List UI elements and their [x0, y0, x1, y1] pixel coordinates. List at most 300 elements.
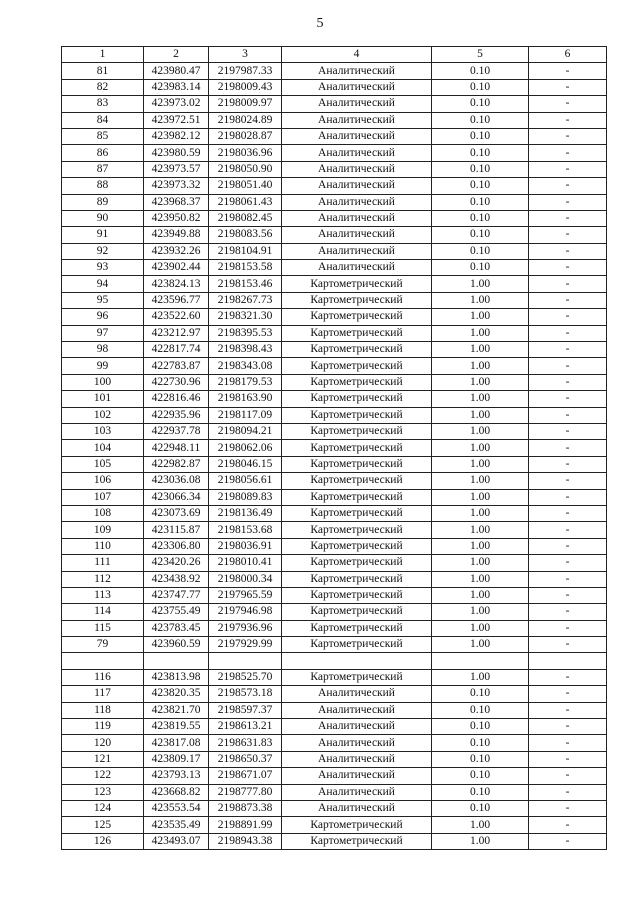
x-coordinate-cell: 423817.08: [144, 735, 209, 751]
x-coordinate-cell: 423073.69: [144, 505, 209, 521]
column-header-2: 2: [144, 47, 209, 63]
table-row: [62, 620, 607, 636]
point-number-cell: 112: [62, 571, 144, 587]
y-coordinate-cell: 2198943.38: [209, 833, 282, 849]
method-cell: Картометрический: [282, 637, 432, 653]
note-cell: -: [529, 505, 607, 521]
note-cell: -: [529, 374, 607, 390]
y-coordinate-cell: 2198051.40: [209, 178, 282, 194]
table-row: [62, 342, 607, 358]
y-coordinate-cell: 2198631.83: [209, 735, 282, 751]
column-header-6: 6: [529, 47, 607, 63]
accuracy-cell: 1.00: [432, 817, 529, 833]
table-row: [62, 145, 607, 161]
point-number-cell: 125: [62, 817, 144, 833]
note-cell: -: [529, 702, 607, 718]
method-cell: Картометрический: [282, 620, 432, 636]
point-number-cell: 101: [62, 391, 144, 407]
table-row: [62, 653, 607, 669]
method-cell: Картометрический: [282, 309, 432, 325]
table-row: [62, 96, 607, 112]
y-coordinate-cell: 2198573.18: [209, 686, 282, 702]
note-cell: -: [529, 637, 607, 653]
y-coordinate-cell: 2198267.73: [209, 292, 282, 308]
note-cell: -: [529, 178, 607, 194]
method-cell: Картометрический: [282, 669, 432, 685]
point-number-cell: 118: [62, 702, 144, 718]
y-coordinate-cell: 2198343.08: [209, 358, 282, 374]
method-cell: Аналитический: [282, 112, 432, 128]
point-number-cell: 95: [62, 292, 144, 308]
y-coordinate-cell: 2198009.43: [209, 79, 282, 95]
table-row: [62, 604, 607, 620]
column-header-1: 1: [62, 47, 144, 63]
method-cell: Аналитический: [282, 719, 432, 735]
y-coordinate-cell: 2197929.99: [209, 637, 282, 653]
x-coordinate-cell: 423553.54: [144, 800, 209, 816]
accuracy-cell: 1.00: [432, 358, 529, 374]
table-row: [62, 112, 607, 128]
method-cell: Аналитический: [282, 79, 432, 95]
point-number-cell: 92: [62, 243, 144, 259]
point-number-cell: 98: [62, 342, 144, 358]
accuracy-cell: 1.00: [432, 489, 529, 505]
column-header-3: 3: [209, 47, 282, 63]
x-coordinate-cell: 423973.57: [144, 161, 209, 177]
coordinates-table: [61, 46, 607, 850]
x-coordinate-cell: 423066.34: [144, 489, 209, 505]
point-number-cell: 84: [62, 112, 144, 128]
table-row: [62, 719, 607, 735]
method-cell: Картометрический: [282, 522, 432, 538]
y-coordinate-cell: 2197936.96: [209, 620, 282, 636]
note-cell: -: [529, 161, 607, 177]
accuracy-cell: 1.00: [432, 325, 529, 341]
point-number-cell: 108: [62, 505, 144, 521]
method-cell: Картометрический: [282, 571, 432, 587]
y-coordinate-cell: 2198082.45: [209, 210, 282, 226]
table-body: [62, 63, 607, 850]
point-number-cell: 79: [62, 637, 144, 653]
method-cell: Аналитический: [282, 96, 432, 112]
method-cell: Картометрический: [282, 342, 432, 358]
method-cell: Аналитический: [282, 735, 432, 751]
note-cell: -: [529, 112, 607, 128]
y-coordinate-cell: 2198036.96: [209, 145, 282, 161]
method-cell: Аналитический: [282, 210, 432, 226]
table-row: [62, 391, 607, 407]
accuracy-cell: 1.00: [432, 522, 529, 538]
accuracy-cell: 0.10: [432, 751, 529, 767]
x-coordinate-cell: 423902.44: [144, 260, 209, 276]
y-coordinate-cell: 2198398.43: [209, 342, 282, 358]
note-cell: -: [529, 440, 607, 456]
method-cell: Аналитический: [282, 260, 432, 276]
x-coordinate-cell: 423932.26: [144, 243, 209, 259]
y-coordinate-cell: 2198046.15: [209, 456, 282, 472]
method-cell: Картометрический: [282, 833, 432, 849]
table-row: [62, 833, 607, 849]
x-coordinate-cell: 423949.88: [144, 227, 209, 243]
table-row: [62, 686, 607, 702]
x-coordinate-cell: 423824.13: [144, 276, 209, 292]
y-coordinate-cell: 2198089.83: [209, 489, 282, 505]
point-number-cell: 102: [62, 407, 144, 423]
y-coordinate-cell: 2198136.49: [209, 505, 282, 521]
x-coordinate-cell: 423960.59: [144, 637, 209, 653]
y-coordinate-cell: 2198153.58: [209, 260, 282, 276]
method-cell: Аналитический: [282, 161, 432, 177]
point-number-cell: 120: [62, 735, 144, 751]
accuracy-cell: 1.00: [432, 292, 529, 308]
point-number-cell: 96: [62, 309, 144, 325]
note-cell: -: [529, 719, 607, 735]
note-cell: -: [529, 735, 607, 751]
table-row: [62, 522, 607, 538]
note-cell: -: [529, 325, 607, 341]
accuracy-cell: 1.00: [432, 423, 529, 439]
table-row: [62, 161, 607, 177]
table-row: [62, 407, 607, 423]
table-row: [62, 374, 607, 390]
accuracy-cell: 0.10: [432, 260, 529, 276]
point-number-cell: 87: [62, 161, 144, 177]
x-coordinate-cell: 423973.32: [144, 178, 209, 194]
x-coordinate-cell: 423968.37: [144, 194, 209, 210]
table-row: [62, 292, 607, 308]
note-cell: -: [529, 473, 607, 489]
y-coordinate-cell: 2198024.89: [209, 112, 282, 128]
note-cell: -: [529, 669, 607, 685]
accuracy-cell: 1.00: [432, 374, 529, 390]
x-coordinate-cell: 423115.87: [144, 522, 209, 538]
y-coordinate-cell: [209, 653, 282, 669]
method-cell: [282, 653, 432, 669]
x-coordinate-cell: 423596.77: [144, 292, 209, 308]
method-cell: Картометрический: [282, 587, 432, 603]
x-coordinate-cell: 422730.96: [144, 374, 209, 390]
y-coordinate-cell: 2198062.06: [209, 440, 282, 456]
accuracy-cell: 0.10: [432, 210, 529, 226]
note-cell: -: [529, 391, 607, 407]
method-cell: Картометрический: [282, 423, 432, 439]
point-number-cell: 119: [62, 719, 144, 735]
table-row: [62, 505, 607, 521]
y-coordinate-cell: 2198153.46: [209, 276, 282, 292]
x-coordinate-cell: 422783.87: [144, 358, 209, 374]
y-coordinate-cell: 2198153.68: [209, 522, 282, 538]
accuracy-cell: 1.00: [432, 637, 529, 653]
y-coordinate-cell: 2198671.07: [209, 768, 282, 784]
y-coordinate-cell: 2198613.21: [209, 719, 282, 735]
x-coordinate-cell: 423306.80: [144, 538, 209, 554]
table-row: [62, 227, 607, 243]
note-cell: -: [529, 276, 607, 292]
point-number-cell: 105: [62, 456, 144, 472]
accuracy-cell: 0.10: [432, 768, 529, 784]
note-cell: -: [529, 784, 607, 800]
note-cell: -: [529, 423, 607, 439]
note-cell: -: [529, 571, 607, 587]
y-coordinate-cell: 2198163.90: [209, 391, 282, 407]
y-coordinate-cell: 2198010.41: [209, 555, 282, 571]
method-cell: Аналитический: [282, 194, 432, 210]
table-row: [62, 456, 607, 472]
x-coordinate-cell: 423983.14: [144, 79, 209, 95]
note-cell: -: [529, 358, 607, 374]
x-coordinate-cell: 423420.26: [144, 555, 209, 571]
x-coordinate-cell: 423973.02: [144, 96, 209, 112]
accuracy-cell: 1.00: [432, 555, 529, 571]
note-cell: -: [529, 751, 607, 767]
accuracy-cell: 1.00: [432, 669, 529, 685]
accuracy-cell: 0.10: [432, 112, 529, 128]
point-number-cell: 113: [62, 587, 144, 603]
table-row: [62, 637, 607, 653]
method-cell: Аналитический: [282, 243, 432, 259]
note-cell: -: [529, 96, 607, 112]
table-row: [62, 489, 607, 505]
y-coordinate-cell: 2198525.70: [209, 669, 282, 685]
note-cell: -: [529, 456, 607, 472]
note-cell: -: [529, 210, 607, 226]
accuracy-cell: 0.10: [432, 243, 529, 259]
point-number-cell: 81: [62, 63, 144, 79]
point-number-cell: 97: [62, 325, 144, 341]
note-cell: -: [529, 620, 607, 636]
x-coordinate-cell: 422937.78: [144, 423, 209, 439]
point-number-cell: 88: [62, 178, 144, 194]
y-coordinate-cell: 2198104.91: [209, 243, 282, 259]
method-cell: Картометрический: [282, 489, 432, 505]
accuracy-cell: 0.10: [432, 194, 529, 210]
note-cell: -: [529, 63, 607, 79]
method-cell: Картометрический: [282, 604, 432, 620]
note-cell: -: [529, 587, 607, 603]
y-coordinate-cell: 2198117.09: [209, 407, 282, 423]
method-cell: Картометрический: [282, 505, 432, 521]
point-number-cell: 114: [62, 604, 144, 620]
accuracy-cell: 1.00: [432, 587, 529, 603]
point-number-cell: 93: [62, 260, 144, 276]
x-coordinate-cell: 423438.92: [144, 571, 209, 587]
accuracy-cell: 1.00: [432, 538, 529, 554]
accuracy-cell: 1.00: [432, 391, 529, 407]
point-number-cell: [62, 653, 144, 669]
table-row: [62, 817, 607, 833]
note-cell: -: [529, 128, 607, 144]
x-coordinate-cell: 423972.51: [144, 112, 209, 128]
table-row: [62, 669, 607, 685]
accuracy-cell: 1.00: [432, 456, 529, 472]
point-number-cell: 106: [62, 473, 144, 489]
table-row: [62, 768, 607, 784]
point-number-cell: 90: [62, 210, 144, 226]
point-number-cell: 116: [62, 669, 144, 685]
accuracy-cell: 0.10: [432, 702, 529, 718]
method-cell: Картометрический: [282, 292, 432, 308]
note-cell: -: [529, 194, 607, 210]
table-row: [62, 735, 607, 751]
x-coordinate-cell: 423212.97: [144, 325, 209, 341]
table-row: [62, 243, 607, 259]
column-header-4: 4: [282, 47, 432, 63]
method-cell: Картометрический: [282, 276, 432, 292]
note-cell: -: [529, 260, 607, 276]
method-cell: Аналитический: [282, 702, 432, 718]
x-coordinate-cell: 423522.60: [144, 309, 209, 325]
accuracy-cell: 1.00: [432, 407, 529, 423]
y-coordinate-cell: 2198777.80: [209, 784, 282, 800]
y-coordinate-cell: 2198009.97: [209, 96, 282, 112]
x-coordinate-cell: 422816.46: [144, 391, 209, 407]
method-cell: Картометрический: [282, 538, 432, 554]
accuracy-cell: 0.10: [432, 735, 529, 751]
accuracy-cell: 1.00: [432, 440, 529, 456]
y-coordinate-cell: 2198094.21: [209, 423, 282, 439]
accuracy-cell: 1.00: [432, 604, 529, 620]
y-coordinate-cell: 2198083.56: [209, 227, 282, 243]
x-coordinate-cell: 423747.77: [144, 587, 209, 603]
method-cell: Аналитический: [282, 784, 432, 800]
note-cell: -: [529, 686, 607, 702]
table-row: [62, 555, 607, 571]
column-header-5: 5: [432, 47, 529, 63]
x-coordinate-cell: 423493.07: [144, 833, 209, 849]
note-cell: -: [529, 342, 607, 358]
accuracy-cell: 0.10: [432, 145, 529, 161]
table-row: [62, 571, 607, 587]
point-number-cell: 109: [62, 522, 144, 538]
method-cell: Картометрический: [282, 358, 432, 374]
accuracy-cell: 1.00: [432, 833, 529, 849]
y-coordinate-cell: 2198050.90: [209, 161, 282, 177]
point-number-cell: 86: [62, 145, 144, 161]
y-coordinate-cell: 2198028.87: [209, 128, 282, 144]
point-number-cell: 83: [62, 96, 144, 112]
table-row: [62, 358, 607, 374]
x-coordinate-cell: 423668.82: [144, 784, 209, 800]
accuracy-cell: 0.10: [432, 686, 529, 702]
note-cell: -: [529, 145, 607, 161]
point-number-cell: 104: [62, 440, 144, 456]
point-number-cell: 126: [62, 833, 144, 849]
method-cell: Аналитический: [282, 686, 432, 702]
header-row: [62, 47, 607, 63]
method-cell: Картометрический: [282, 456, 432, 472]
method-cell: Картометрический: [282, 391, 432, 407]
y-coordinate-cell: 2198000.34: [209, 571, 282, 587]
table-row: [62, 784, 607, 800]
note-cell: -: [529, 538, 607, 554]
point-number-cell: 111: [62, 555, 144, 571]
accuracy-cell: 1.00: [432, 309, 529, 325]
x-coordinate-cell: 423813.98: [144, 669, 209, 685]
x-coordinate-cell: 423980.47: [144, 63, 209, 79]
accuracy-cell: 0.10: [432, 161, 529, 177]
table-row: [62, 63, 607, 79]
x-coordinate-cell: 423820.35: [144, 686, 209, 702]
x-coordinate-cell: 422935.96: [144, 407, 209, 423]
accuracy-cell: 0.10: [432, 63, 529, 79]
table-row: [62, 473, 607, 489]
table-row: [62, 178, 607, 194]
y-coordinate-cell: 2198179.53: [209, 374, 282, 390]
table-row: [62, 800, 607, 816]
accuracy-cell: 0.10: [432, 96, 529, 112]
point-number-cell: 121: [62, 751, 144, 767]
point-number-cell: 100: [62, 374, 144, 390]
table-row: [62, 260, 607, 276]
note-cell: -: [529, 833, 607, 849]
point-number-cell: 82: [62, 79, 144, 95]
point-number-cell: 123: [62, 784, 144, 800]
table-row: [62, 751, 607, 767]
accuracy-cell: 0.10: [432, 79, 529, 95]
point-number-cell: 122: [62, 768, 144, 784]
method-cell: Аналитический: [282, 178, 432, 194]
table-header: [62, 47, 607, 63]
table-row: [62, 325, 607, 341]
note-cell: -: [529, 243, 607, 259]
method-cell: Аналитический: [282, 751, 432, 767]
note-cell: -: [529, 309, 607, 325]
accuracy-cell: 1.00: [432, 571, 529, 587]
note-cell: -: [529, 555, 607, 571]
x-coordinate-cell: 423982.12: [144, 128, 209, 144]
note-cell: -: [529, 800, 607, 816]
y-coordinate-cell: 2198395.53: [209, 325, 282, 341]
point-number-cell: 94: [62, 276, 144, 292]
x-coordinate-cell: 423809.17: [144, 751, 209, 767]
accuracy-cell: 0.10: [432, 800, 529, 816]
point-number-cell: 99: [62, 358, 144, 374]
x-coordinate-cell: 422982.87: [144, 456, 209, 472]
x-coordinate-cell: 423821.70: [144, 702, 209, 718]
method-cell: Картометрический: [282, 555, 432, 571]
point-number-cell: 117: [62, 686, 144, 702]
note-cell: -: [529, 407, 607, 423]
note-cell: -: [529, 292, 607, 308]
note-cell: [529, 653, 607, 669]
page-number: 5: [316, 16, 324, 31]
table-row: [62, 702, 607, 718]
x-coordinate-cell: 423793.13: [144, 768, 209, 784]
x-coordinate-cell: 423535.49: [144, 817, 209, 833]
table-row: [62, 538, 607, 554]
table-row: [62, 79, 607, 95]
note-cell: -: [529, 768, 607, 784]
method-cell: Картометрический: [282, 473, 432, 489]
method-cell: Аналитический: [282, 768, 432, 784]
table-row: [62, 210, 607, 226]
accuracy-cell: 0.10: [432, 719, 529, 735]
point-number-cell: 91: [62, 227, 144, 243]
note-cell: -: [529, 817, 607, 833]
method-cell: Картометрический: [282, 374, 432, 390]
y-coordinate-cell: 2198036.91: [209, 538, 282, 554]
method-cell: Аналитический: [282, 63, 432, 79]
accuracy-cell: 1.00: [432, 620, 529, 636]
note-cell: -: [529, 227, 607, 243]
y-coordinate-cell: 2198873.38: [209, 800, 282, 816]
table-row: [62, 423, 607, 439]
accuracy-cell: 0.10: [432, 128, 529, 144]
accuracy-cell: 1.00: [432, 473, 529, 489]
method-cell: Картометрический: [282, 407, 432, 423]
x-coordinate-cell: 423755.49: [144, 604, 209, 620]
x-coordinate-cell: 423036.08: [144, 473, 209, 489]
